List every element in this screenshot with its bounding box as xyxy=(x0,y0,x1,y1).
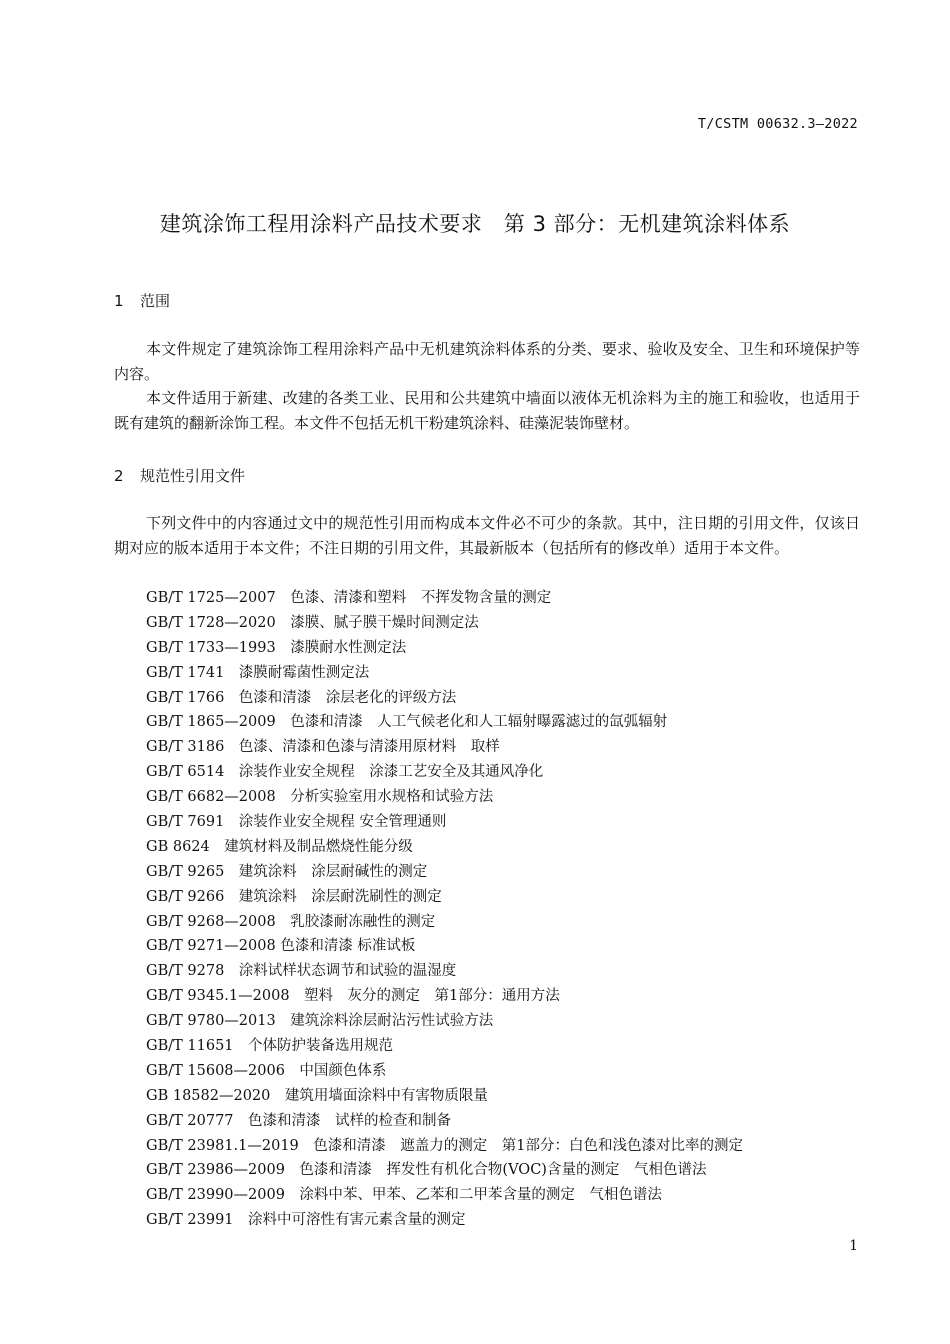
standard-code: T/CSTM 00632.3—2022 xyxy=(697,116,858,132)
reference-item: GB 18582—2020 建筑用墙面涂料中有害物质限量 xyxy=(146,1087,488,1104)
reference-item: GB/T 3186 色漆、清漆和色漆与清漆用原材料 取样 xyxy=(146,739,500,756)
scope-paragraph-1: 本文件规定了建筑涂饰工程用涂料产品中无机建筑涂料体系的分类、要求、验收及安全、卫生和环境保护等内容。 xyxy=(114,340,860,383)
reference-item: GB/T 7691 涂装作业安全规程 安全管理通则 xyxy=(146,814,447,831)
reference-item: GB/T 20777 色漆和清漆 试样的检查和制备 xyxy=(146,1112,452,1129)
reference-item: GB/T 9278 涂料试样状态调节和试验的温湿度 xyxy=(146,963,457,980)
reference-item: GB/T 6514 涂装作业安全规程 涂漆工艺安全及其通风净化 xyxy=(146,764,544,781)
section-number: 2 xyxy=(114,467,124,485)
reference-item: GB/T 1766 色漆和清漆 涂层老化的评级方法 xyxy=(146,689,457,706)
section-title: 范围 xyxy=(140,292,171,310)
section-2-heading xyxy=(114,465,245,486)
reference-item: GB/T 1741 漆膜耐霉菌性测定法 xyxy=(146,664,370,681)
reference-item: GB/T 9265 建筑涂料 涂层耐碱性的测定 xyxy=(146,863,428,880)
reference-item: GB/T 23990—2009 涂料中苯、甲苯、乙苯和二甲苯含量的测定 气相色谱法 xyxy=(146,1187,662,1204)
reference-item: GB/T 9780—2013 建筑涂料涂层耐沾污性试验方法 xyxy=(146,1013,494,1030)
reference-item: GB/T 1725—2007 色漆、清漆和塑料 不挥发物含量的测定 xyxy=(146,590,552,606)
section-1-heading xyxy=(114,290,170,311)
reference-item: GB/T 9271—2008 色漆和清漆 标准试板 xyxy=(146,938,416,955)
reference-list xyxy=(146,586,743,1233)
reference-item: GB/T 1733—1993 漆膜耐水性测定法 xyxy=(146,639,407,656)
section-number: 1 xyxy=(114,292,124,310)
reference-item: GB/T 1865—2009 色漆和清漆 人工气候老化和人工辐射曝露滤过的氙弧辐射 xyxy=(146,714,668,731)
reference-item: GB/T 9268—2008 乳胶漆耐冻融性的测定 xyxy=(146,913,436,930)
scope-paragraph-2: 本文件适用于新建、改建的各类工业、民用和公共建筑中墙面以液体无机涂料为主的施工和验收，也适用于既有建筑的翻新涂饰工程。本文件不包括无机干粉建筑涂料、硅藻泥装饰壁材。 xyxy=(114,389,860,432)
section-title: 规范性引用文件 xyxy=(140,467,246,485)
page-number: 1 xyxy=(849,1238,858,1254)
reference-item: GB/T 9266 建筑涂料 涂层耐洗刷性的测定 xyxy=(146,888,442,905)
reference-item: GB/T 15608—2006 中国颜色体系 xyxy=(146,1062,387,1079)
reference-item: GB 8624 建筑材料及制品燃烧性能分级 xyxy=(146,838,413,855)
reference-item: GB/T 11651 个体防护装备选用规范 xyxy=(146,1038,394,1055)
reference-item: GB/T 23981.1—2019 色漆和清漆 遮盖力的测定 第1部分：白色和浅色漆对比率的测定 xyxy=(146,1137,743,1154)
reference-item: GB/T 23986—2009 色漆和清漆 挥发性有机化合物(VOC)含量的测定 气相色谱法 xyxy=(146,1162,707,1179)
reference-item: GB/T 9345.1—2008 塑料 灰分的测定 第1部分：通用方法 xyxy=(146,988,560,1005)
reference-item: GB/T 1728—2020 漆膜、腻子膜干燥时间测定法 xyxy=(146,614,479,631)
reference-item: GB/T 23991 涂料中可溶性有害元素含量的测定 xyxy=(146,1212,466,1229)
references-intro: 下列文件中的内容通过文中的规范性引用而构成本文件必不可少的条款。其中，注日期的引用文件，仅该日期对应的版本适用于本文件；不注日期的引用文件，其最新版本（包括所有的修改单）适用于本文件。 xyxy=(114,514,860,557)
document-title: 建筑涂饰工程用涂料产品技术要求 第 3 部分：无机建筑涂料体系 xyxy=(159,212,791,236)
reference-item: GB/T 6682—2008 分析实验室用水规格和试验方法 xyxy=(146,789,494,806)
